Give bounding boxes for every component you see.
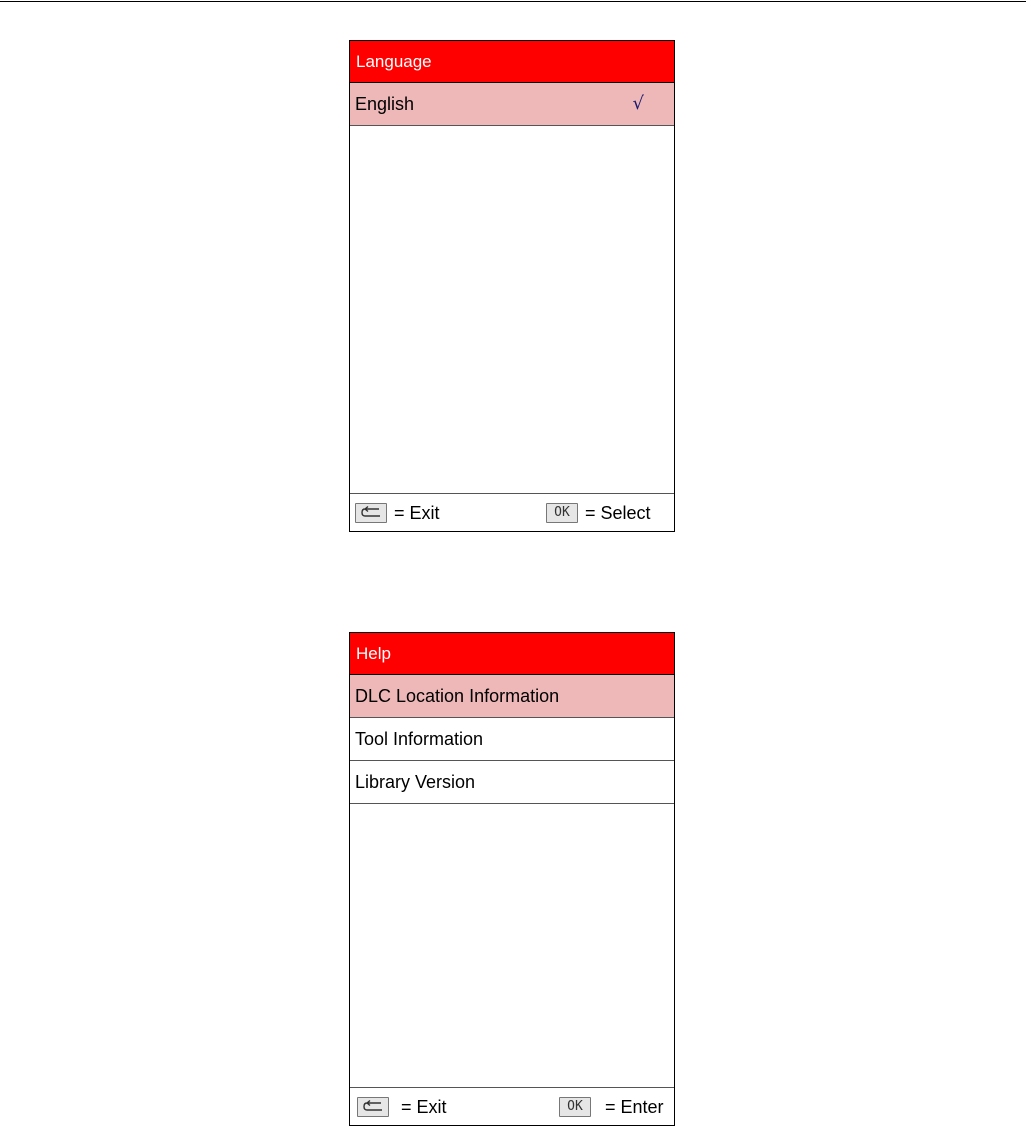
help-item-tool-information[interactable] xyxy=(350,718,674,761)
help-item-label: Tool Information xyxy=(355,729,484,749)
language-item-label: English xyxy=(355,94,415,114)
help-title: Help xyxy=(350,633,674,675)
help-screen xyxy=(349,632,675,1126)
language-item-english[interactable] xyxy=(350,83,674,126)
top-divider-line xyxy=(0,1,1026,2)
exit-label: = Exit xyxy=(401,1097,447,1117)
checkmark-icon: √ xyxy=(632,93,644,114)
help-item-label: Library Version xyxy=(355,772,476,792)
back-arrow-icon[interactable] xyxy=(357,1097,389,1117)
ok-key-icon[interactable]: OK xyxy=(546,503,578,523)
ok-key-icon[interactable]: OK xyxy=(559,1097,591,1117)
enter-label: = Enter xyxy=(605,1097,664,1117)
exit-label: = Exit xyxy=(394,503,440,523)
language-footer xyxy=(350,493,674,531)
help-item-label: DLC Location Information xyxy=(355,686,560,706)
back-arrow-icon[interactable] xyxy=(355,503,387,523)
language-title: Language xyxy=(350,41,674,83)
help-footer xyxy=(350,1087,674,1125)
select-label: = Select xyxy=(585,503,651,523)
help-item-dlc-location[interactable] xyxy=(350,675,674,718)
language-screen xyxy=(349,40,675,532)
help-item-library-version[interactable] xyxy=(350,761,674,804)
